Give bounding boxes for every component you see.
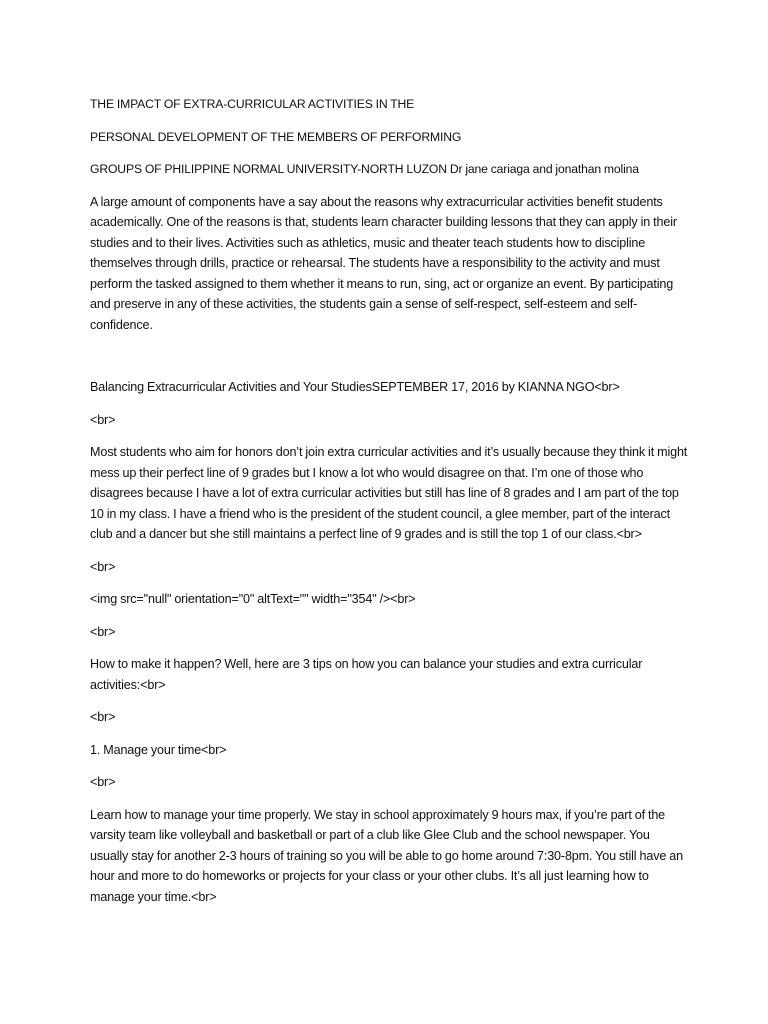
br-line-1: <br> — [90, 412, 116, 427]
br-line-3: <br> — [90, 624, 116, 639]
br-line-2: <br> — [90, 559, 116, 574]
paragraph-honors: Most students who aim for honors don’t join extra curricular activities and it’s usually because they think it might mess up their perfect line of 9 grades but I know a lot who would disagree on that. I’m one of those who disagrees because I have a lot of extra curricular activities but still has line of 8 grades and I am part of the top 10 in my class. I have a friend who is the president of the student council, a glee member, part of the interact club and a dancer but she still maintains a perfect line of 9 grades and is still the top 1 of our class.<br> — [90, 445, 688, 541]
br-line-4: <br> — [90, 710, 116, 724]
title-line-1: THE IMPACT OF EXTRA-CURRICULAR ACTIVITIES IN THE — [90, 97, 415, 111]
tip-1-body: Learn how to manage your time properly. We stay in school approximately 9 hours max, if you’re part of the varsity team like volleyball and basketball or part of a club like Glee Club and the school newspaper. You usually stay for another 2-3 hours of training so you will be able to go home around 7:30-8pm. You still have an hour and more to do homeworks or projects for your class or your other clubs. It’s all just learning how to manage your time.<br> — [90, 807, 683, 904]
br-line-5: <br> — [90, 775, 116, 789]
intro-paragraph: A large amount of components have a say about the reasons why extracurricular activities benefit students academically. One of the reasons is that, students learn character building lessons that they can apply in their studies and to their lives. Activities such as athletics, music and theater teach students how to discipline themselves through drills, practice or rehearsal. The students have a responsibility to the activity and must perform the tasked assigned to them whether it means to run, sing, act or organize an event. By participating and preserve in any of these activities, the students gain a sense of self-respect, self-esteem and self-confidence. — [90, 194, 677, 332]
tips-intro: How to make it happen? Well, here are 3 tips on how you can balance your studies and extra curricular activities:<br> — [90, 657, 643, 692]
tip-1-heading: 1. Manage your time<br> — [90, 742, 227, 757]
title-line-3: GROUPS OF PHILIPPINE NORMAL UNIVERSITY-NORTH LUZON Dr jane cariaga and jonathan molina — [90, 162, 639, 176]
title-line-2: PERSONAL DEVELOPMENT OF THE MEMBERS OF PERFORMING — [90, 129, 462, 144]
document-body — [90, 94, 690, 907]
article-heading: Balancing Extracurricular Activities and Your StudiesSEPTEMBER 17, 2016 by KIANNA NGO<br> — [90, 380, 620, 394]
img-tag-line: <img src="null" orientation="0" altText="" width="354" /><br> — [90, 592, 416, 606]
